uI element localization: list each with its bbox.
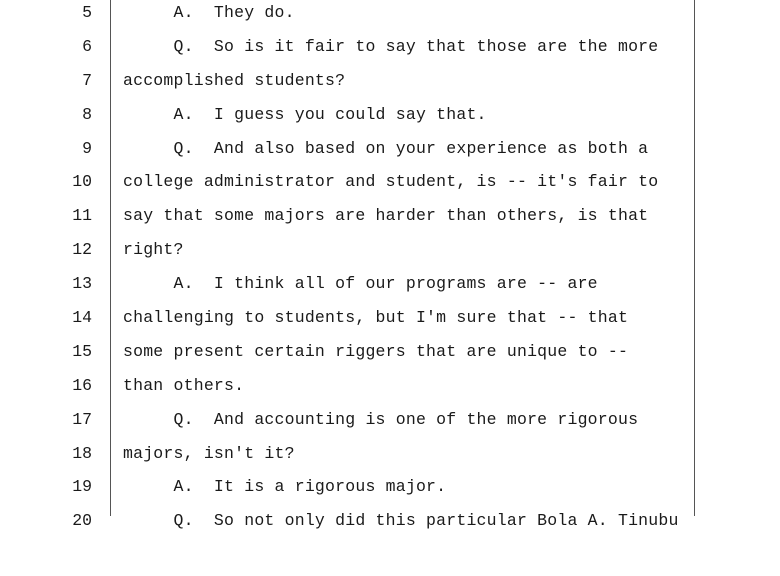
line-text: say that some majors are harder than others, is that [123,206,649,226]
line-number: 19 [72,477,92,497]
line-text: Q. So is it fair to say that those are the more [123,36,659,56]
transcript-line [0,369,780,403]
line-text: Q. And accounting is one of the more rigorous [123,409,639,429]
line-number: 14 [72,308,92,328]
transcript-line [0,64,780,98]
line-number: 17 [72,409,92,429]
line-text: majors, isn't it? [123,443,295,463]
transcript-line [0,470,780,504]
line-text: A. I think all of our programs are -- are [123,274,598,294]
line-text: accomplished students? [123,70,346,90]
transcript-line [0,403,780,437]
transcript-line [0,132,780,166]
line-number: 11 [72,206,92,226]
transcript-line [0,0,780,30]
line-text: A. I guess you could say that. [123,104,487,124]
line-text: some present certain riggers that are unique to -- [123,341,629,361]
line-text: right? [123,240,184,260]
transcript-line [0,165,780,199]
transcript-line [0,301,780,335]
line-text: A. It is a rigorous major. [123,477,447,497]
line-number: 16 [72,375,92,395]
line-number: 18 [72,443,92,463]
line-number: 7 [82,70,92,90]
line-text: challenging to students, but I'm sure that -- that [123,308,629,328]
transcript-line [0,335,780,369]
line-number: 20 [72,511,92,531]
line-number: 15 [72,341,92,361]
line-number: 10 [72,172,92,192]
line-number: 5 [82,3,92,22]
line-number: 6 [82,36,92,56]
line-text: A. They do. [123,3,295,22]
line-number: 9 [82,138,92,158]
transcript-line [0,267,780,301]
line-number: 12 [72,240,92,260]
line-number: 13 [72,274,92,294]
line-text: Q. So not only did this particular Bola A. Tinubu [123,511,679,531]
transcript-line [0,504,780,538]
transcript-line [0,233,780,267]
line-text: than others. [123,375,245,395]
line-text: Q. And also based on your experience as both a [123,138,649,158]
transcript-line [0,437,780,471]
line-text: college administrator and student, is -- it's fair to [123,172,659,192]
transcript-line [0,30,780,64]
line-number: 8 [82,104,92,124]
transcript-line [0,98,780,132]
transcript-line [0,199,780,233]
